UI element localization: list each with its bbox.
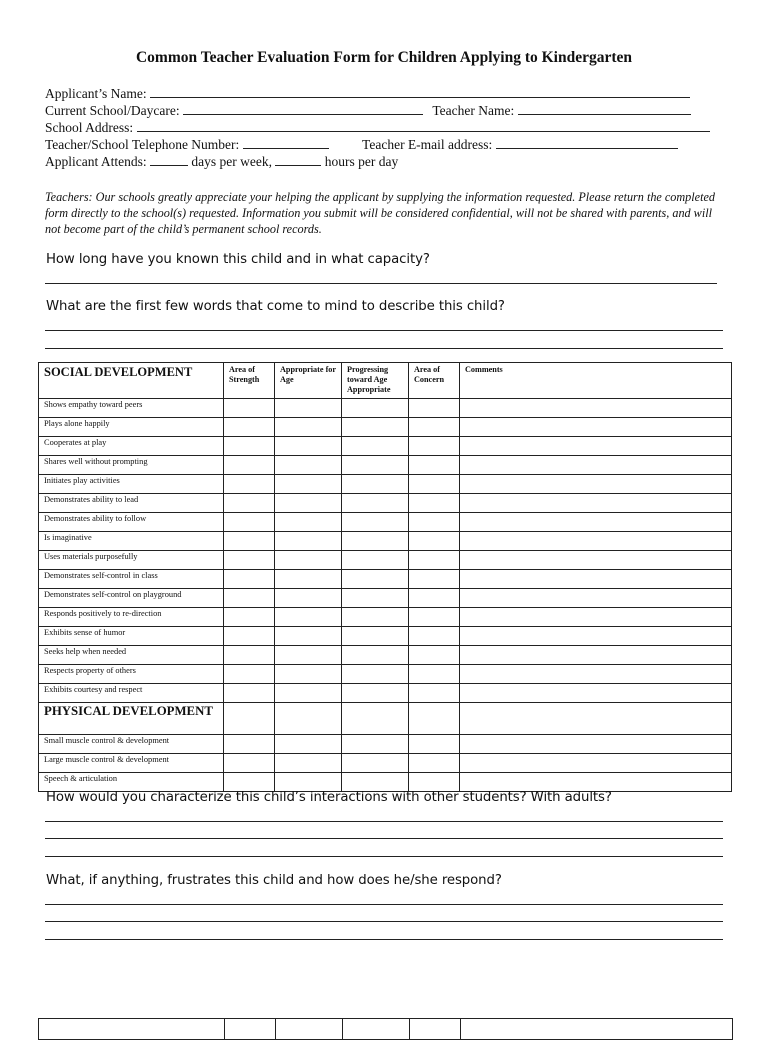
- item-label: Cooperates at play: [39, 437, 224, 456]
- item-label: Uses materials purposefully: [39, 551, 224, 570]
- school-address-field[interactable]: [137, 120, 710, 132]
- item-label: Plays alone happily: [39, 418, 224, 437]
- item-label: Exhibits sense of humor: [39, 627, 224, 646]
- current-school-row: [45, 103, 691, 119]
- item-label: Respects property of others: [39, 665, 224, 684]
- rating-cell[interactable]: [224, 456, 275, 475]
- rating-cell[interactable]: [342, 513, 409, 532]
- comments-cell[interactable]: [460, 627, 732, 646]
- applicant-name-field[interactable]: [150, 86, 690, 98]
- rating-cell[interactable]: [224, 513, 275, 532]
- question-frustrations: What, if anything, frustrates this child and how does he/she respond?: [46, 873, 502, 888]
- teacher-instructions: Teachers: Our schools greatly appreciate your helping the applicant by supplying the information requested. Please return the completed form directly to the school(s) requested. Information you submit will be considered confidential, will not be shared with parents, and will not become part of the child’s permanent school records.: [45, 190, 715, 236]
- comments-cell[interactable]: [460, 475, 732, 494]
- table-row: [39, 513, 732, 532]
- comments-cell[interactable]: [460, 399, 732, 418]
- school-address-row: [45, 120, 710, 136]
- item-label: Is imaginative: [39, 532, 224, 551]
- teacher-email-label: Teacher E-mail address:: [362, 137, 493, 152]
- table-divider: [460, 1019, 461, 1039]
- table-row: [39, 456, 732, 475]
- rating-cell[interactable]: [409, 399, 460, 418]
- rating-cell[interactable]: [275, 475, 342, 494]
- physical-development-header: PHYSICAL DEVELOPMENT: [39, 703, 224, 735]
- rating-cell[interactable]: [409, 418, 460, 437]
- current-school-label: Current School/Daycare:: [45, 103, 180, 118]
- rating-cell[interactable]: [342, 646, 409, 665]
- column-area-of-concern: Area of Concern: [409, 363, 460, 399]
- rating-cell[interactable]: [275, 627, 342, 646]
- teacher-phone-field[interactable]: [243, 137, 329, 149]
- teacher-contact-row: [45, 137, 678, 153]
- next-page-table-edge: [38, 1018, 733, 1040]
- rating-cell[interactable]: [409, 437, 460, 456]
- rating-cell[interactable]: [342, 703, 409, 735]
- rating-cell[interactable]: [224, 665, 275, 684]
- rating-cell[interactable]: [275, 754, 342, 773]
- table-divider: [275, 1019, 276, 1039]
- school-address-label: School Address:: [45, 120, 134, 135]
- current-school-field[interactable]: [183, 103, 423, 115]
- rating-cell[interactable]: [342, 399, 409, 418]
- rating-cell[interactable]: [224, 399, 275, 418]
- rating-cell[interactable]: [409, 456, 460, 475]
- rating-cell[interactable]: [275, 418, 342, 437]
- rating-cell[interactable]: [409, 608, 460, 627]
- item-label: Shares well without prompting: [39, 456, 224, 475]
- rating-cell[interactable]: [409, 735, 460, 754]
- item-label: Demonstrates ability to follow: [39, 513, 224, 532]
- rating-cell[interactable]: [409, 475, 460, 494]
- rating-cell[interactable]: [342, 551, 409, 570]
- rating-cell[interactable]: [275, 665, 342, 684]
- question-first-words: What are the first few words that come to mind to describe this child?: [46, 299, 505, 314]
- table-row: [39, 437, 732, 456]
- column-area-of-strength: Area of Strength: [224, 363, 275, 399]
- rating-cell[interactable]: [275, 773, 342, 792]
- applicant-name-row: [45, 86, 690, 102]
- attendance-row: [45, 154, 398, 170]
- rating-cell[interactable]: [409, 646, 460, 665]
- comments-cell[interactable]: [460, 773, 732, 792]
- rating-cell[interactable]: [224, 494, 275, 513]
- item-label: Speech & articulation: [39, 773, 224, 792]
- applicant-name-label: Applicant’s Name:: [45, 86, 147, 101]
- table-row: [39, 773, 732, 792]
- answer-line[interactable]: [45, 330, 723, 331]
- item-label: Demonstrates self-control in class: [39, 570, 224, 589]
- table-row: [39, 735, 732, 754]
- rating-cell[interactable]: [275, 532, 342, 551]
- rating-cell[interactable]: [342, 456, 409, 475]
- item-label: Responds positively to re-direction: [39, 608, 224, 627]
- rating-cell[interactable]: [275, 703, 342, 735]
- rating-cell[interactable]: [224, 475, 275, 494]
- comments-cell[interactable]: [460, 456, 732, 475]
- rating-cell[interactable]: [224, 627, 275, 646]
- rating-cell[interactable]: [224, 684, 275, 703]
- answer-line[interactable]: [45, 283, 717, 284]
- item-label: Small muscle control & development: [39, 735, 224, 754]
- rating-cell[interactable]: [409, 627, 460, 646]
- rating-cell[interactable]: [409, 665, 460, 684]
- rating-cell[interactable]: [224, 532, 275, 551]
- answer-line[interactable]: [45, 838, 723, 839]
- rating-cell[interactable]: [275, 608, 342, 627]
- rating-cell[interactable]: [275, 513, 342, 532]
- comments-cell[interactable]: [460, 703, 732, 735]
- rating-cell[interactable]: [275, 437, 342, 456]
- rating-cell[interactable]: [275, 494, 342, 513]
- rating-cell[interactable]: [275, 570, 342, 589]
- rating-cell[interactable]: [224, 418, 275, 437]
- rating-cell[interactable]: [409, 703, 460, 735]
- hours-field[interactable]: [275, 154, 321, 166]
- rating-cell[interactable]: [275, 456, 342, 475]
- rating-cell[interactable]: [342, 665, 409, 684]
- table-row: [39, 475, 732, 494]
- column-comments: Comments: [460, 363, 732, 399]
- rating-cell[interactable]: [409, 754, 460, 773]
- form-title: Common Teacher Evaluation Form for Children Applying to Kindergarten: [135, 49, 633, 66]
- rating-cell[interactable]: [342, 684, 409, 703]
- comments-cell[interactable]: [460, 646, 732, 665]
- rating-cell[interactable]: [342, 494, 409, 513]
- rating-cell[interactable]: [409, 513, 460, 532]
- physical-items: [39, 735, 732, 792]
- rating-cell[interactable]: [342, 589, 409, 608]
- development-table: [38, 362, 732, 792]
- rating-cell[interactable]: [342, 475, 409, 494]
- answer-line[interactable]: [45, 904, 723, 905]
- applicant-attends-label: Applicant Attends:: [45, 154, 147, 169]
- rating-cell[interactable]: [224, 703, 275, 735]
- rating-cell[interactable]: [224, 570, 275, 589]
- table-divider: [224, 1019, 225, 1039]
- table-row: [39, 754, 732, 773]
- comments-cell[interactable]: [460, 608, 732, 627]
- comments-cell[interactable]: [460, 437, 732, 456]
- item-label: Exhibits courtesy and respect: [39, 684, 224, 703]
- table-divider: [409, 1019, 410, 1039]
- rating-cell[interactable]: [224, 735, 275, 754]
- column-appropriate-for-age: Appropriate for Age: [275, 363, 342, 399]
- comments-cell[interactable]: [460, 551, 732, 570]
- rating-cell[interactable]: [409, 684, 460, 703]
- rating-cell[interactable]: [409, 570, 460, 589]
- table-row: [39, 684, 732, 703]
- comments-cell[interactable]: [460, 735, 732, 754]
- rating-cell[interactable]: [342, 773, 409, 792]
- rating-cell[interactable]: [275, 735, 342, 754]
- item-label: Demonstrates self-control on playground: [39, 589, 224, 608]
- rating-cell[interactable]: [342, 608, 409, 627]
- rating-cell[interactable]: [224, 589, 275, 608]
- answer-line[interactable]: [45, 348, 723, 349]
- table-row: [39, 532, 732, 551]
- rating-cell[interactable]: [409, 551, 460, 570]
- table-row: [39, 399, 732, 418]
- teacher-name-label: Teacher Name:: [432, 103, 515, 118]
- comments-cell[interactable]: [460, 494, 732, 513]
- social-items: [39, 399, 732, 703]
- rating-cell[interactable]: [342, 754, 409, 773]
- comments-cell[interactable]: [460, 589, 732, 608]
- comments-cell[interactable]: [460, 532, 732, 551]
- rating-cell[interactable]: [224, 437, 275, 456]
- rating-cell[interactable]: [275, 589, 342, 608]
- item-label: Seeks help when needed: [39, 646, 224, 665]
- comments-cell[interactable]: [460, 665, 732, 684]
- question-known-child: How long have you known this child and in what capacity?: [46, 252, 430, 267]
- comments-cell[interactable]: [460, 754, 732, 773]
- answer-line[interactable]: [45, 821, 723, 822]
- rating-cell[interactable]: [275, 646, 342, 665]
- rating-cell[interactable]: [275, 684, 342, 703]
- days-field[interactable]: [150, 154, 188, 166]
- days-per-week-label: days per week,: [191, 154, 272, 169]
- rating-cell[interactable]: [275, 399, 342, 418]
- rating-cell[interactable]: [275, 551, 342, 570]
- hours-per-day-label: hours per day: [324, 154, 399, 169]
- rating-cell[interactable]: [224, 646, 275, 665]
- rating-cell[interactable]: [342, 570, 409, 589]
- table-row: [39, 665, 732, 684]
- rating-cell[interactable]: [224, 773, 275, 792]
- social-development-header: SOCIAL DEVELOPMENT: [39, 363, 224, 399]
- rating-cell[interactable]: [409, 494, 460, 513]
- table-row: [39, 627, 732, 646]
- rating-cell[interactable]: [224, 608, 275, 627]
- rating-cell[interactable]: [224, 754, 275, 773]
- rating-cell[interactable]: [342, 627, 409, 646]
- item-label: Large muscle control & development: [39, 754, 224, 773]
- answer-line[interactable]: [45, 921, 723, 922]
- answer-line[interactable]: [45, 939, 723, 940]
- item-label: Shows empathy toward peers: [39, 399, 224, 418]
- teacher-phone-label: Teacher/School Telephone Number:: [45, 137, 240, 152]
- question-interactions: How would you characterize this child’s interactions with other students? With adults?: [46, 790, 612, 805]
- column-progressing: Progressing toward Age Appropriate: [342, 363, 409, 399]
- comments-cell[interactable]: [460, 684, 732, 703]
- table-row: [39, 608, 732, 627]
- comments-cell[interactable]: [460, 570, 732, 589]
- table-row: [39, 570, 732, 589]
- table-row: [39, 418, 732, 437]
- table-divider: [342, 1019, 343, 1039]
- rating-cell[interactable]: [224, 551, 275, 570]
- rating-cell[interactable]: [409, 773, 460, 792]
- rating-cell[interactable]: [342, 437, 409, 456]
- teacher-name-field[interactable]: [518, 103, 691, 115]
- physical-section: [39, 703, 732, 735]
- rating-cell[interactable]: [342, 418, 409, 437]
- rating-cell[interactable]: [342, 532, 409, 551]
- table-row: [39, 551, 732, 570]
- comments-cell[interactable]: [460, 513, 732, 532]
- item-label: Demonstrates ability to lead: [39, 494, 224, 513]
- table-row: [39, 646, 732, 665]
- answer-line[interactable]: [45, 856, 723, 857]
- table-row: [39, 494, 732, 513]
- comments-cell[interactable]: [460, 418, 732, 437]
- item-label: Initiates play activities: [39, 475, 224, 494]
- table-row: [39, 589, 732, 608]
- teacher-email-field[interactable]: [496, 137, 678, 149]
- rating-cell[interactable]: [342, 735, 409, 754]
- rating-cell[interactable]: [409, 532, 460, 551]
- rating-cell[interactable]: [409, 589, 460, 608]
